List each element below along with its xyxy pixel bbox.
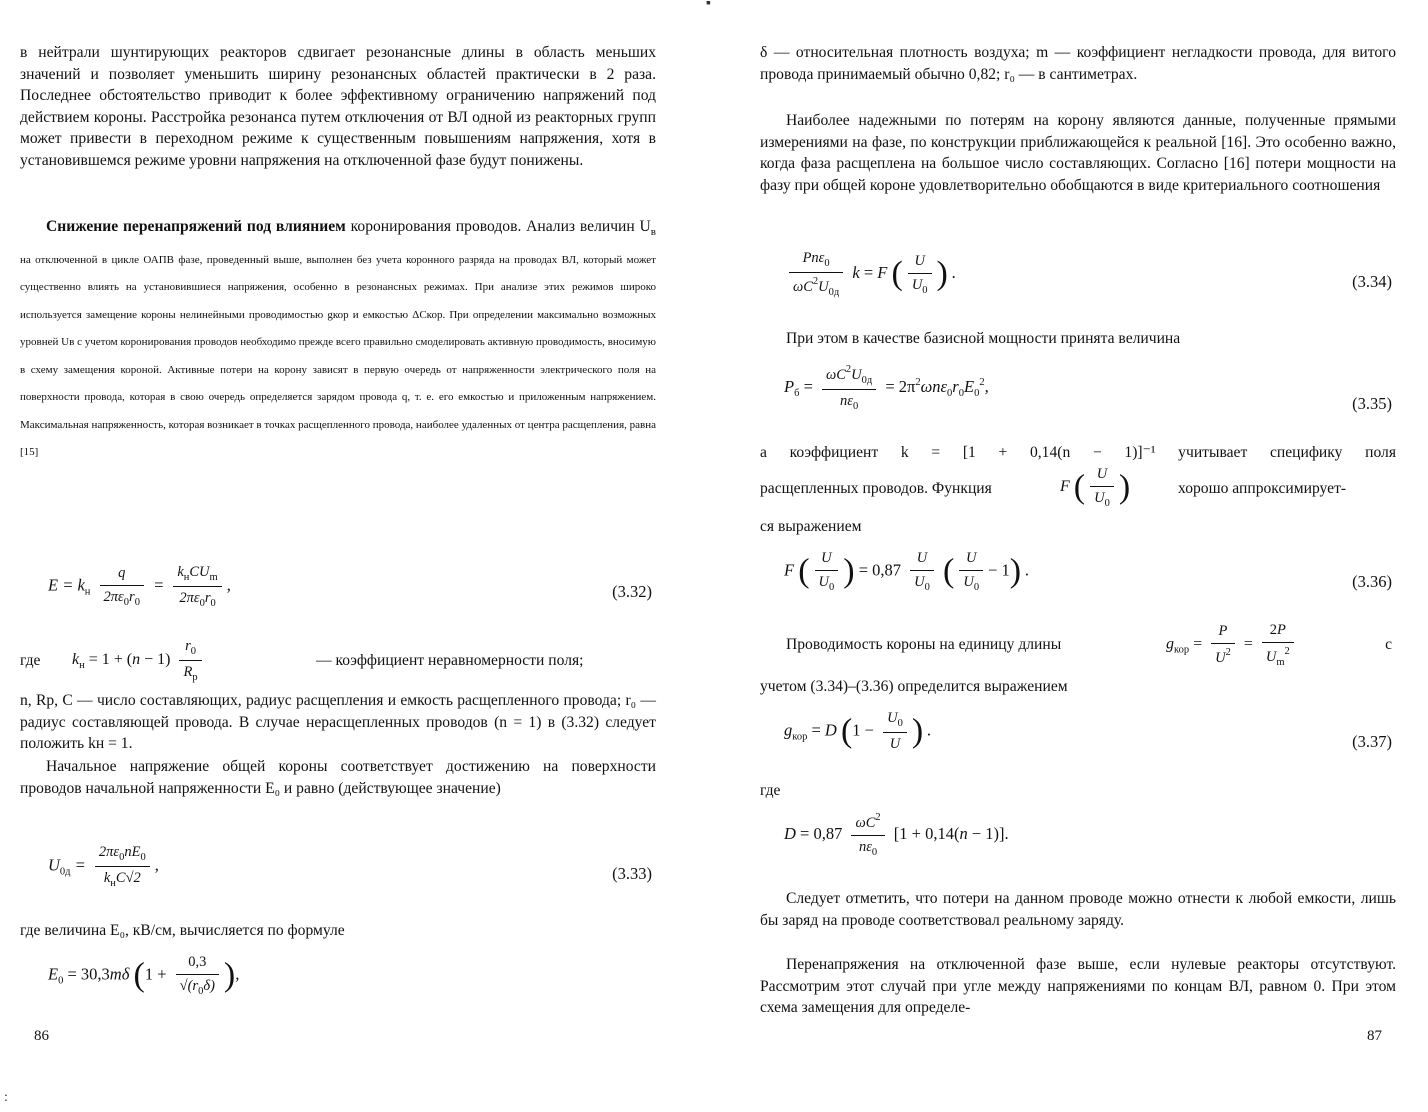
page-number: 86 — [34, 1028, 49, 1044]
paragraph-text: с — [1385, 636, 1392, 653]
paragraph-text: коронирования проводов. Анализ величин U — [345, 218, 651, 235]
d-formula — [760, 808, 1396, 874]
function-line — [760, 466, 1396, 522]
definition-text: — коэффициент неравномерности поля; — [316, 652, 584, 669]
equation-number: (3.35) — [1352, 394, 1392, 413]
equation-3-36 — [760, 546, 1396, 612]
conductance-line — [760, 622, 1396, 682]
paragraph — [20, 216, 656, 464]
formula: $U_{0д}$ = $\frac{2\pi\varepsilon_0nE_0}{k_нC√2}$ , — [48, 844, 159, 889]
paragraph: Следует отметить, что потери на данном проводе можно отнести к любой емкости, лишь бы заряд на проводе соответствовал реальному заряду. — [760, 890, 1396, 929]
formula: F ( $\frac{U}{U_0}$ ) = 0,87 $\frac{U}{U_0}$ ( $\frac{U}{U_0}$ − 1) . — [784, 550, 1030, 593]
equation-3-34 — [760, 246, 1396, 310]
paragraph: ся выражением — [760, 518, 862, 535]
formula: $g_{кор}$ = $\frac{P}{U^2}$ = $\frac{2P}{U_m^2}$ — [1166, 622, 1299, 668]
paragraph-text: хорошо аппроксимирует- — [1178, 480, 1347, 497]
equation-number: (3.33) — [612, 864, 652, 883]
formula: $g_{кор} = D$ (1 − $\frac{U_0}{U}$ ) . — [784, 710, 932, 752]
paragraph: n, Rр, C — число составляющих, радиус расщепления и емкость расщепленного провода; r₀ — радиус составляющей провода. В случае нерасщепленных проводов (n = 1) в (3.32) следует положить kн = 1. — [20, 692, 656, 752]
page-number: 87 — [1367, 1028, 1382, 1044]
formula: $E = k_н$ $\frac{q}{2\pi\varepsilon_0r_0}$ = $\frac{k_нCU_m}{2\pi\varepsilon_0r_0}$ , — [48, 564, 231, 609]
paragraph-text: расщепленных проводов. Функция — [760, 480, 992, 497]
equation-number: (3.32) — [612, 582, 652, 601]
paragraph: Перенапряжения на отключенной фазе выше, если нулевые реакторы отсутствуют. Рассмотрим этот случай при угле между напряжениями по концам ВЛ, равном 0. При этом схема замещения для определе- — [760, 956, 1396, 1016]
formula: $\frac{Pn\varepsilon_0}{\omega C^2U_{0д}}$ k = F ( $\frac{U}{U_0}$ ) . — [784, 250, 956, 298]
equation-number: (3.37) — [1352, 732, 1392, 751]
equation-number: (3.34) — [1352, 272, 1392, 291]
kn-definition — [20, 638, 656, 688]
paragraph: где величина E₀, кВ/см, вычисляется по формуле — [20, 922, 345, 939]
formula: $P_б$ = $\frac{\omega C^2U_{0д}}{n\varepsilon_0}$ = $2\pi^2\omega n\varepsilon_0r_0E_0^2$, — [784, 364, 989, 412]
formula: F ( $\frac{U}{U_0}$ ) — [1060, 466, 1131, 509]
section-heading: Снижение перенапряжений под влиянием — [46, 218, 346, 235]
where-word: где — [20, 652, 41, 669]
equation-3-33 — [20, 838, 656, 908]
equation-number: (3.36) — [1352, 572, 1392, 591]
scan-mark: : — [4, 1090, 8, 1105]
formula: $E_0 = 30,3m\delta$ (1 + $\frac{0,3}{√(r_0\delta)}$ ), — [48, 954, 240, 997]
scan-mark: ▪ — [706, 0, 711, 11]
paragraph: Наиболее надежными по потерям на корону являются данные, полученные прямыми измерениями на фазе, по конструкции приближающейся к реальной [16]. Это особенно важно, когда фаза расщеплена на большое число составляющих. Согласно [16] потери мощности на фазу при общей короне удовлетворительно обобщаются в виде критериального соотношения — [760, 112, 1396, 194]
formula: $k_н = 1 + (n - 1)$ $\frac{r_0}{R_р}$ — [72, 638, 207, 683]
e0-formula — [20, 948, 656, 1020]
formula: D = 0,87 $\frac{\omega C^2}{n\varepsilon_0}$ [1 + 0,14(n − 1)]. — [784, 812, 1009, 858]
paragraph: При этом в качестве базисной мощности принята величина — [786, 330, 1181, 347]
paragraph: Начальное напряжение общей короны соответствует достижению на поверхности проводов начальной напряженности E₀ и равно (действующее значение) — [20, 758, 656, 797]
paragraph: δ — относительная плотность воздуха; m — коэффициент негладкости провода, для витого провода принимаемый обычно 0,82; r₀ — в сантиметрах. — [760, 44, 1396, 83]
equation-3-37 — [760, 706, 1396, 768]
paragraph-text: в на отключенной в цикле ОАПВ фазе, проведенный выше, выполнен без учета коронного разряда на проводах ВЛ, который может существенно влиять на установившиеся напряжения, особенно в резонансных режимах. При анализе этих режимов широко используется замещение короны нелинейными проводимостью gкор и емкостью ΔCкор. При определении максимально возможных уровней Uв с учетом коронирования проводов необходимо прежде всего правильно смоделировать активную проводимость, вносимую в схему замещения короной. Активные потери на корону зависят в первую очередь от напряженности электрического поля на поверхности провода, которая в свою очередь определяется зарядом провода q, т. е. его емкостью и приложенным напряжением. Максимальная напряженность, которая возникает в точках расщепленного провода, наиболее удаленных от центра расщепления, равна [15] — [20, 226, 656, 458]
where-word: где — [760, 782, 781, 799]
paragraph: в нейтрали шунтирующих реакторов сдвигает резонансные длины в область меньших значений и позволяет уменьшить ширину резонансных областей практически в 2 раза. Последнее обстоятельство приводит к более эффективному ограничению напряжений под действием короны. Расстройка резонанса путем отключения от ВЛ одной из реакторных групп может привести в переходном режиме к существенным повышениям напряжения, хотя в установившемся режиме уровни напряжения на отключенной фазе будут понижены. — [20, 44, 656, 169]
equation-3-35 — [760, 360, 1396, 426]
paragraph: учетом (3.34)–(3.36) определится выражением — [760, 678, 1068, 695]
paragraph: а коэффициент k = [1 + 0,14(n − 1)]⁻¹ учитывает специфику поля — [760, 444, 1396, 461]
equation-3-32 — [20, 558, 656, 628]
paragraph-text: Проводимость короны на единицу длины — [786, 636, 1062, 653]
